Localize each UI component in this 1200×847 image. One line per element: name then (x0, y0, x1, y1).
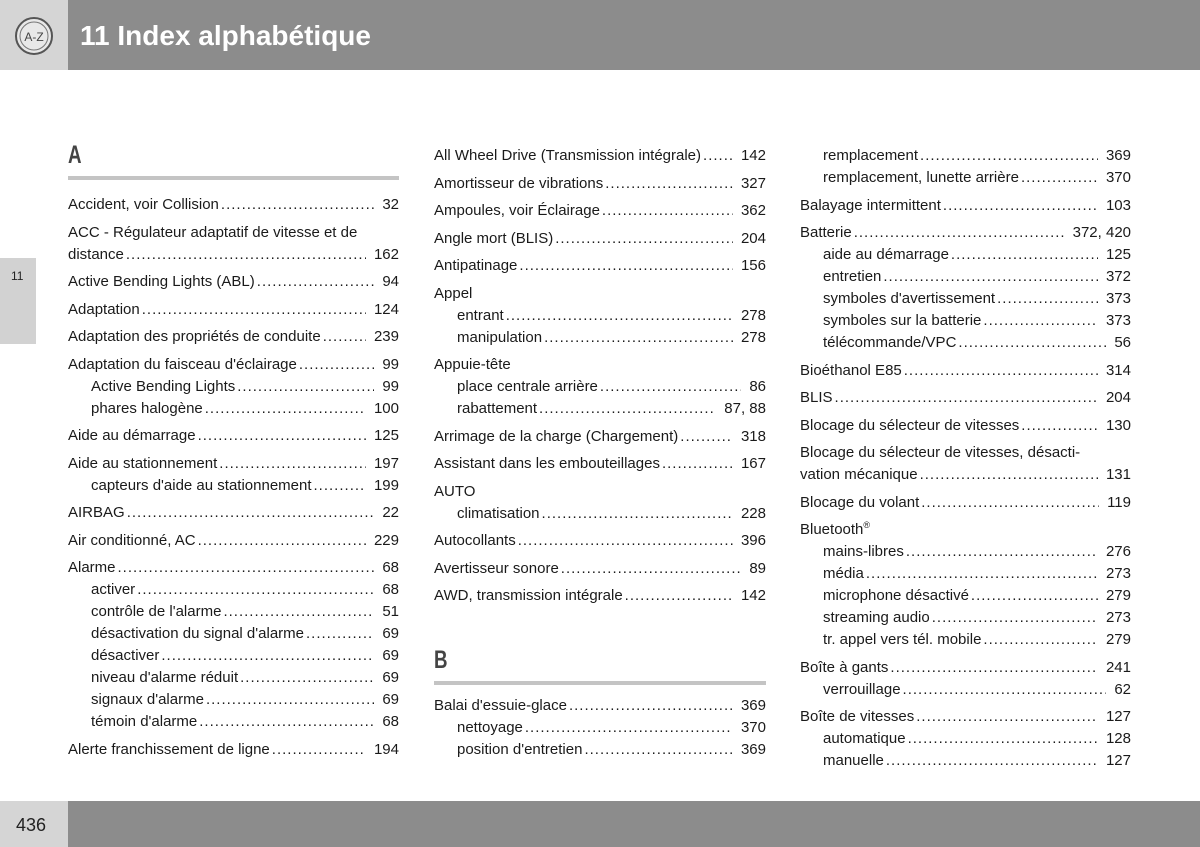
entry-term: désactiver (91, 647, 160, 664)
entry-row (434, 255, 766, 277)
letter-heading-b (434, 645, 766, 685)
sub-entry-row (68, 398, 399, 420)
index-entry (68, 557, 399, 733)
entry-row (434, 173, 766, 195)
entry-row (800, 415, 1131, 437)
index-entry (68, 425, 399, 447)
entry-term: streaming audio (823, 609, 930, 626)
sub-entry-row (68, 376, 399, 398)
entry-term: Blocage du volant (800, 493, 920, 511)
entry-term: remplacement (823, 147, 919, 164)
section-letter: B (434, 646, 448, 674)
entry-term: Arrimage de la charge (Chargement) (434, 427, 679, 445)
entry-page: 273 (1105, 609, 1131, 626)
index-entry (68, 739, 399, 761)
entry-page: 278 (740, 306, 766, 324)
entry-term: Balayage intermittent (800, 196, 941, 214)
entry-page: 204 (740, 229, 766, 247)
header-bar (68, 0, 1200, 70)
entry-term-line: ACC - Régulateur adaptatif de vitesse et de (68, 223, 358, 241)
chapter-tab-label: 11 (11, 269, 24, 283)
index-entry (800, 195, 1131, 217)
entry-term: capteurs d'aide au stationnement (91, 476, 312, 494)
entry-term: AUTO (434, 482, 476, 500)
entry-term: manipulation (457, 328, 543, 346)
sub-entry-row (68, 711, 399, 733)
entry-page: 370 (1105, 169, 1131, 186)
sub-entry-row (800, 541, 1131, 563)
entry-term: contrôle de l'alarme (91, 603, 222, 620)
section-letter: A (68, 141, 82, 169)
entry-row (68, 739, 399, 761)
entry-page: 127 (1105, 708, 1131, 725)
entry-row (68, 194, 399, 216)
sub-entry-row (68, 475, 399, 497)
sub-entry-row (434, 305, 766, 327)
index-entry (434, 695, 766, 761)
entry-term: Adaptation du faisceau d'éclairage (68, 355, 297, 373)
sub-entry-row (68, 623, 399, 645)
index-entry (434, 426, 766, 448)
index-entry (434, 228, 766, 250)
entry-term: Active Bending Lights (91, 377, 236, 395)
entry-term: manuelle (823, 752, 884, 769)
entry-page: 279 (1105, 631, 1131, 648)
entry-page: 69 (382, 625, 399, 642)
index-entry (68, 271, 399, 293)
sub-entry-row (434, 717, 766, 739)
sub-entry-row (800, 585, 1131, 607)
entry-page: 127 (1105, 752, 1131, 769)
entry-term: Boîte à gants (800, 658, 889, 676)
entry-page: 99 (382, 355, 399, 373)
entry-page: 131 (1105, 466, 1131, 483)
entry-page: 373 (1105, 290, 1131, 307)
entry-row (800, 222, 1131, 244)
entry-term: Bioéthanol E85 (800, 361, 902, 379)
sub-entry-row (68, 667, 399, 689)
entry-page: 396 (740, 532, 766, 549)
index-entry (434, 453, 766, 475)
entry-term: témoin d'alarme (91, 713, 198, 730)
entry-row (434, 558, 766, 580)
index-entry (68, 299, 399, 321)
sub-entry-row (800, 310, 1131, 332)
entry-page: 197 (373, 454, 399, 472)
entry-page: 22 (382, 504, 399, 521)
index-entry (800, 387, 1131, 409)
entry-page: 199 (373, 476, 399, 494)
entry-term-line: Blocage du sélecteur de vitesses, désacti- (800, 444, 1081, 461)
entry-term: entrant (457, 306, 504, 324)
entry-term: AIRBAG (68, 504, 125, 521)
entry-term: tr. appel vers tél. mobile (823, 631, 982, 648)
entry-page: 369 (740, 697, 766, 714)
letter-heading-a (68, 140, 399, 180)
sub-entry-row (68, 645, 399, 667)
entry-page: 204 (1105, 389, 1131, 406)
entry-page: 228 (740, 504, 766, 522)
entry-term: vation mécanique (800, 466, 918, 483)
entry-row (434, 200, 766, 222)
entry-row (800, 195, 1131, 217)
sub-entry-row (800, 244, 1131, 266)
entry-page: 369 (740, 741, 766, 758)
index-entry (800, 145, 1131, 189)
entry-row (800, 387, 1131, 409)
entry-page: 103 (1105, 196, 1131, 214)
entry-row (68, 557, 399, 579)
entry-page: 69 (382, 647, 399, 664)
entry-row (800, 360, 1131, 382)
entry-page: 167 (740, 455, 766, 472)
entry-term: symboles d'avertissement (823, 290, 996, 307)
index-column-1 (68, 140, 399, 766)
entry-term: Aide au stationnement (68, 454, 218, 472)
entry-page: 89 (749, 559, 766, 577)
section-rule (434, 681, 766, 685)
index-entry (434, 558, 766, 580)
entry-term: Avertisseur sonore (434, 559, 559, 577)
index-entry (800, 222, 1131, 354)
footer-bar (68, 801, 1200, 847)
sub-entry-row (800, 167, 1131, 189)
entry-term: phares halogène (91, 399, 203, 417)
index-entry (68, 530, 399, 552)
sub-entry-row (800, 266, 1131, 288)
entry-term: All Wheel Drive (Transmission intégrale) (434, 147, 702, 164)
entry-page: 372, 420 (1072, 224, 1131, 241)
entry-term: Alerte franchissement de ligne (68, 740, 270, 758)
entry-term: Active Bending Lights (ABL) (68, 273, 255, 290)
entry-row (800, 657, 1131, 679)
sub-entry-row (800, 288, 1131, 310)
entry-term: entretien (823, 268, 882, 285)
index-entry (434, 255, 766, 277)
index-entry (434, 200, 766, 222)
entry-term: aide au démarrage (823, 246, 949, 263)
entry-page: 125 (1105, 246, 1131, 263)
entry-page: 99 (382, 377, 399, 395)
entry-page: 279 (1105, 587, 1131, 604)
entry-row (68, 502, 399, 524)
entry-term: AWD, transmission intégrale (434, 587, 623, 604)
entry-row (434, 585, 766, 607)
entry-page: 373 (1105, 312, 1131, 329)
sub-entry-row (800, 728, 1131, 750)
svg-text:A-Z: A-Z (24, 30, 44, 44)
entry-page: 239 (373, 328, 399, 345)
registered-mark: ® (863, 520, 871, 530)
entry-page: 130 (1105, 416, 1131, 434)
az-index-icon (14, 16, 54, 56)
sub-entry-row (800, 332, 1131, 354)
index-entry (800, 492, 1131, 514)
entry-row (800, 464, 1131, 486)
entry-term: climatisation (457, 504, 540, 522)
sub-entry-row (800, 563, 1131, 585)
entry-term: Blocage du sélecteur de vitesses (800, 416, 1020, 434)
page-number: 436 (16, 815, 47, 835)
sub-entry-row (434, 739, 766, 761)
entry-page: 327 (740, 174, 766, 192)
index-entry (434, 173, 766, 195)
sub-entry-row (434, 398, 766, 420)
index-entry (68, 453, 399, 497)
sub-entry-row (68, 689, 399, 711)
entry-term: nettoyage (457, 719, 523, 736)
index-entry (800, 706, 1131, 772)
entry-term: Amortisseur de vibrations (434, 174, 604, 192)
index-entry (800, 415, 1131, 437)
entry-page: 56 (1114, 334, 1131, 351)
sub-entry-row (800, 607, 1131, 629)
entry-row (800, 706, 1131, 728)
entry-row (68, 425, 399, 447)
entry-term: position d'entretien (457, 741, 583, 758)
entry-page: 156 (740, 257, 766, 274)
index-entry (800, 657, 1131, 701)
entry-page: 69 (382, 691, 399, 708)
sub-entry-row (68, 601, 399, 623)
entry-term: Accident, voir Collision (68, 196, 219, 213)
entry-page: 241 (1105, 658, 1131, 676)
entry-term: place centrale arrière (457, 378, 598, 395)
entry-term: Antipatinage (434, 257, 518, 274)
entry-page: 314 (1105, 361, 1131, 379)
index-entry (800, 519, 1131, 651)
sub-entry-row (68, 579, 399, 601)
entry-page: 100 (373, 399, 399, 417)
header-icon-area (0, 0, 68, 70)
entry-page: 87, 88 (724, 400, 766, 417)
index-column-2 (434, 145, 766, 767)
entry-page: 51 (382, 603, 399, 620)
entry-term: Adaptation des propriétés de conduite (68, 328, 321, 345)
entry-page: 124 (373, 300, 399, 318)
index-entry (800, 442, 1131, 486)
entry-term: Balai d'essuie-glace (434, 697, 567, 714)
sub-entry-row (800, 145, 1131, 167)
sub-entry-row (800, 750, 1131, 772)
entry-row (434, 695, 766, 717)
entry-page: 278 (740, 328, 766, 346)
page-title: 11 Index alphabétique (80, 20, 371, 51)
entry-page: 273 (1105, 565, 1131, 582)
entry-term: Adaptation (68, 300, 140, 318)
index-entry (800, 360, 1131, 382)
entry-term: Ampoules, voir Éclairage (434, 202, 600, 219)
sub-entry-row (434, 327, 766, 349)
entry-page: 94 (382, 273, 399, 290)
entry-term: mains-libres (823, 543, 904, 560)
entry-term: Autocollants (434, 532, 516, 549)
entry-term: Air conditionné, AC (68, 531, 196, 549)
entry-page: 142 (740, 587, 766, 604)
entry-page: 229 (373, 531, 399, 549)
entry-page: 86 (749, 378, 766, 395)
entry-term: Angle mort (BLIS) (434, 229, 554, 247)
entry-term: télécommande/VPC (823, 334, 957, 351)
entry-page: 62 (1114, 680, 1131, 698)
index-entry (68, 326, 399, 348)
index-entry (68, 222, 399, 266)
entry-page: 32 (382, 196, 399, 213)
entry-row (434, 426, 766, 448)
sub-entry-row (800, 679, 1131, 701)
entry-page: 68 (382, 559, 399, 576)
entry-row (800, 492, 1131, 514)
entry-row (434, 145, 766, 167)
entry-row (68, 453, 399, 475)
index-entry (434, 585, 766, 607)
entry-row (434, 453, 766, 475)
entry-row (68, 326, 399, 348)
entry-term: distance (68, 245, 124, 263)
entry-row (68, 354, 399, 376)
section-rule (68, 176, 399, 180)
entry-term: rabattement (457, 400, 538, 417)
entry-term: Batterie (800, 224, 852, 241)
index-entry (68, 354, 399, 420)
index-entry (434, 354, 766, 420)
entry-page: 370 (740, 719, 766, 736)
index-column-3 (800, 145, 1131, 778)
entry-page: 142 (740, 147, 766, 164)
entry-row (68, 271, 399, 293)
sub-entry-row (800, 629, 1131, 651)
entry-term: désactivation du signal d'alarme (91, 625, 304, 642)
index-entry (68, 502, 399, 524)
entry-page: 362 (740, 202, 766, 219)
entry-page: 125 (373, 427, 399, 444)
entry-term: symboles sur la batterie (823, 312, 982, 329)
entry-page: 369 (1105, 147, 1131, 164)
entry-term: Aide au démarrage (68, 427, 196, 444)
entry-page: 372 (1105, 268, 1131, 285)
entry-page: 128 (1105, 730, 1131, 747)
entry-term: média (823, 565, 864, 582)
entry-row (68, 244, 399, 266)
entry-row (434, 228, 766, 250)
entry-row (68, 530, 399, 552)
entry-page: 276 (1105, 543, 1131, 560)
index-entry (434, 145, 766, 167)
entry-page: 194 (373, 740, 399, 758)
sub-entry-row (434, 503, 766, 525)
entry-page: 119 (1107, 493, 1131, 511)
entry-term: signaux d'alarme (91, 691, 204, 708)
entry-term: automatique (823, 730, 906, 747)
entry-page: 318 (740, 427, 766, 445)
footer-page-area (0, 801, 68, 847)
entry-page: 162 (373, 245, 399, 263)
entry-term: microphone désactivé (823, 587, 969, 604)
entry-term: activer (91, 581, 136, 598)
entry-term: BLIS (800, 389, 833, 406)
sub-entry-row (434, 376, 766, 398)
entry-row (68, 299, 399, 321)
entry-term: Assistant dans les embouteillages (434, 455, 660, 472)
entry-term: Appuie-tête (434, 356, 511, 373)
entry-page: 68 (382, 581, 399, 598)
entry-term: remplacement, lunette arrière (823, 169, 1019, 186)
index-entry (434, 481, 766, 525)
entry-page: 68 (382, 713, 399, 730)
entry-row (434, 530, 766, 552)
entry-page: 69 (382, 669, 399, 686)
index-entry (68, 194, 399, 216)
entry-term: Bluetooth (800, 521, 864, 538)
chapter-tab (0, 258, 36, 344)
entry-term: niveau d'alarme réduit (91, 669, 239, 686)
entry-term: Boîte de vitesses (800, 708, 915, 725)
index-entry (434, 283, 766, 349)
entry-heading (800, 519, 1131, 541)
entry-term: Alarme (68, 559, 116, 576)
entry-term: Appel (434, 284, 473, 302)
index-entry (434, 530, 766, 552)
entry-term: verrouillage (823, 680, 901, 698)
